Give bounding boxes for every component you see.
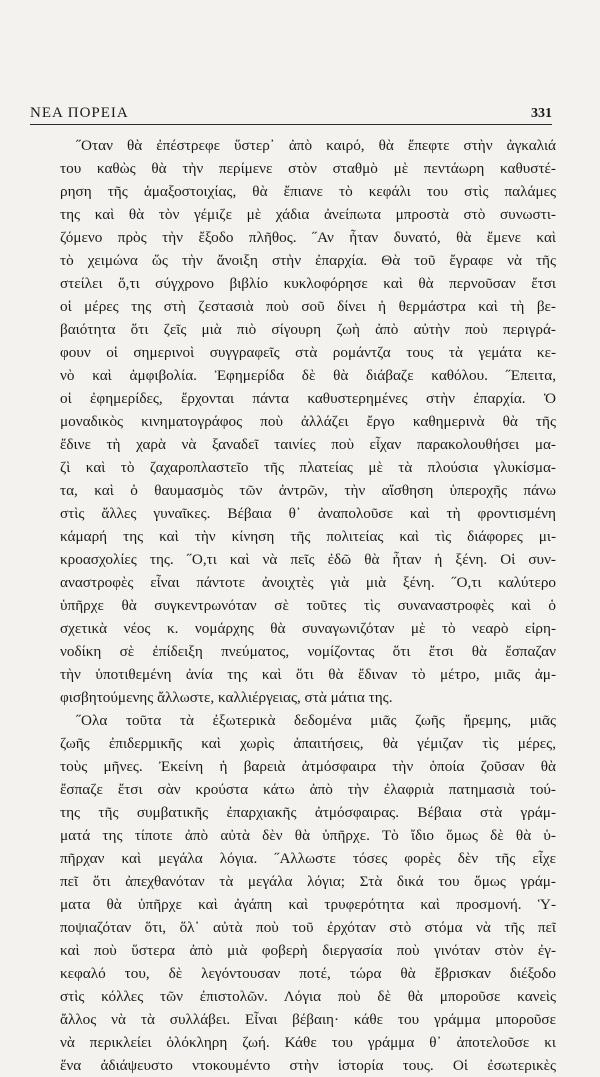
- text-line: οἱ ἐφημερίδες, ἔρχονται πάντα καθυστερημένες στὴν ἐπαρχία. Ὁ: [60, 390, 556, 407]
- body-text: [60, 134, 556, 1077]
- text-line: ὑπῆρχε θὰ συγκεντρωνόταν σὲ τοῦτες τὶς συναναστροφὲς καὶ ὁ: [60, 597, 556, 614]
- paragraph: [60, 134, 556, 709]
- page-header: [30, 98, 552, 125]
- text-line: νοδίκη σὲ ἐπίδειξη πνεύματος, νομίζοντας ὅτι ἔτσι θὰ ἔσπαζαν: [60, 643, 556, 660]
- text-line: ζὶ καὶ τὸ ζαχαροπλαστεῖο τῆς πλατείας μὲ τὰ πλούσια γλυκίσμα-: [60, 459, 556, 476]
- text-line: κεφαλό του, δὲ λεγόντουσαν ποτέ, τώρα θὰ ἔβρισκαν διέξοδο: [60, 965, 556, 982]
- text-line: ἔδινε τὴ χαρὰ νὰ ξαναδεῖ ταινίες ποὺ εἶχαν παρακολουθήσει μα-: [60, 436, 556, 453]
- text-line: φισβητούμενης ἄλλωστε, καλλιέργειας, στὰ μάτια της.: [60, 689, 393, 706]
- text-line: στὶς κόλλες τῶν ἐπιστολῶν. Λόγια ποὺ δὲ θὰ μποροῦσε κανεὶς: [60, 988, 556, 1005]
- text-line: τα, καὶ ὁ θαυμασμὸς τῶν ἀντρῶν, τὴν αἴσθηση ὑπεροχῆς πάνω: [60, 482, 556, 499]
- text-line: νὰ περικλείει ὁλόκληρη ζωή. Κάθε του γράμμα θ᾽ ἀποτελοῦσε κι: [60, 1034, 556, 1051]
- text-line: σχετικὰ νέος κ. νομάρχης θὰ συναγωνιζόταν μὲ τὸ νεαρὸ εἰρη-: [60, 620, 556, 637]
- text-line: ματα θὰ ὑπῆρχε καὶ ἀγάπη καὶ τρυφερότητα καὶ προσμονή. Ὑ-: [60, 896, 556, 913]
- text-line: ματά της τίποτε ἀπὸ αὐτὰ δὲν θὰ ὑπῆρχε. Τὸ ἴδιο ὅμως δὲ θὰ ὑ-: [60, 827, 556, 844]
- text-line: νὸ καὶ ἀμφιβολία. Ἐφημερίδα δὲ θὰ διάβαζε καθόλου. ˝Επειτα,: [60, 367, 556, 384]
- text-line: φουν οἱ σημερινοὶ συγγραφεῖς στὰ ρομάντζα τους τὰ γεμάτα κε-: [60, 344, 556, 361]
- text-line: κροασχολίες της. ˝Ο,τι καὶ νὰ πεῖς ἐδῶ θὰ ἦταν ἡ ξένη. Οἱ συν-: [60, 551, 556, 568]
- text-line: μοναδικὸς κινηματογράφος ποὺ ἀλλάζει ἔργο καθημερινὰ θὰ τῆς: [60, 413, 556, 430]
- text-line: ἄλλος νὰ τὰ συλλάβει. Εἶναι βέβαιη· κάθε του γράμμα μποροῦσε: [60, 1011, 556, 1028]
- text-line: ζόμενο πρὸς τὴν ἔξοδο πλῆθος. ˝Αν ἦταν δυνατό, θὰ ἔμενε καὶ: [60, 229, 556, 246]
- text-line: οἱ μέρες της στὴ ζεστασιὰ ποὺ σοῦ δίνει ἡ θερμάστρα καὶ τὴ βε-: [60, 298, 556, 315]
- text-line: κάμαρή της καὶ τὴν κίνηση τῆς πολιτείας καὶ τὶς διάφορες μι-: [60, 528, 556, 545]
- text-line: της καὶ θὰ τὸν γέμιζε μὲ χάδια ἀνείπωτα μπροστὰ στὸ συνωστι-: [60, 206, 556, 223]
- text-line: ˝Οταν θὰ ἐπέστρεφε ὕστερ᾽ ἀπὸ καιρό, θὰ ἔπεφτε στὴν ἀγκαλιά: [76, 137, 556, 154]
- text-line: βαιότητα ὅτι ζεῖς μιὰ πιὸ σίγουρη ζωὴ ἀπὸ αὐτὴν ποὺ περιγρά-: [60, 321, 556, 338]
- text-line: πῆρχαν καὶ μεγάλα λόγια. ˝Αλλωστε τόσες φορὲς δὲν τῆς εἶχε: [60, 850, 556, 867]
- text-line: αναστροφὲς εἶναι πάντοτε ἀνοιχτὲς γιὰ μιὰ ξένη. ˝Ο,τι καλύτερο: [60, 574, 556, 591]
- text-line: ρηση τῆς ἁμαξοστοιχίας, θὰ ἔπιανε τὸ κεφάλι του στὶς παλάμες: [60, 183, 556, 200]
- page-number: 331: [531, 106, 552, 121]
- text-line: ποψιαζόταν ὅτι, ὅλ᾽ αὐτὰ ποὺ τοῦ ἐρχόταν στὸ στόμα νὰ τῆς πεῖ: [60, 919, 556, 936]
- text-line: ἔσπαζε ἔτσι σὰν κρούστα κάτω ἀπὸ τὴν ἐλαφριὰ πατημασιὰ τού-: [60, 781, 556, 798]
- text-line: τὴν ὑποτιθεμένη ἀνία της καὶ ὅτι θὰ ἔδιναν τὸ μέτρο, μιᾶς ἀμ-: [60, 666, 556, 683]
- text-line: του καθὼς θὰ τὴν περίμενε στὸν σταθμὸ μὲ πεντάωρη καθυστέ-: [60, 160, 556, 177]
- text-line: στὶς ἄλλες γυναῖκες. Βέβαια θ᾽ ἀναπολοῦσε καὶ τὴ φροντισμένη: [60, 505, 556, 522]
- text-line: τὸ χειμώνα ὥς τὴν ἄνοιξη στὴν ἐπαρχία. Θὰ τοῦ ἔγραφε νὰ τῆς: [60, 252, 556, 269]
- text-line: τοὺς μῆνες. Ἐκείνη ἡ βαρειὰ ἀτμόσφαιρα τὴν ὁποία ζοῦσαν θὰ: [60, 758, 556, 775]
- text-line: πεῖ ὅτι ἀπεχθανόταν τὰ μεγάλα λόγια; Στὰ δικά του ὅμως γράμ-: [60, 873, 556, 890]
- text-line: ζωῆς ἐπιδερμικῆς καὶ χωρὶς ἀπαιτήσεις, θὰ γέμιζαν τὶς μέρες,: [60, 735, 556, 752]
- text-line: ˝Ολα τοῦτα τὰ ἐξωτερικὰ δεδομένα μιᾶς ζωῆς ἤρεμης, μιᾶς: [76, 712, 556, 729]
- paragraph: [60, 709, 556, 1077]
- text-line: καὶ ποὺ ὕστερα ἀπὸ μιὰ φοβερὴ διεργασία ποὺ γινόταν στὸν ἐγ-: [60, 942, 556, 959]
- text-line: της τῆς συμβατικῆς ἐπαρχιακῆς ἀτμόσφαιρας. Βέβαια στὰ γράμ-: [60, 804, 556, 821]
- text-line: ἕνα ἀδιάψευστο ντοκουμέντο στὴν ἱστορία τους. Οἱ ἐσωτερικὲς: [60, 1057, 556, 1074]
- running-head: ΝΕΑ ΠΟΡΕΙΑ: [30, 105, 129, 121]
- text-line: στείλει ὅ,τι σύγχρονο βιβλίο κυκλοφόρησε καὶ θὰ περνοῦσαν ἔτσι: [60, 275, 556, 292]
